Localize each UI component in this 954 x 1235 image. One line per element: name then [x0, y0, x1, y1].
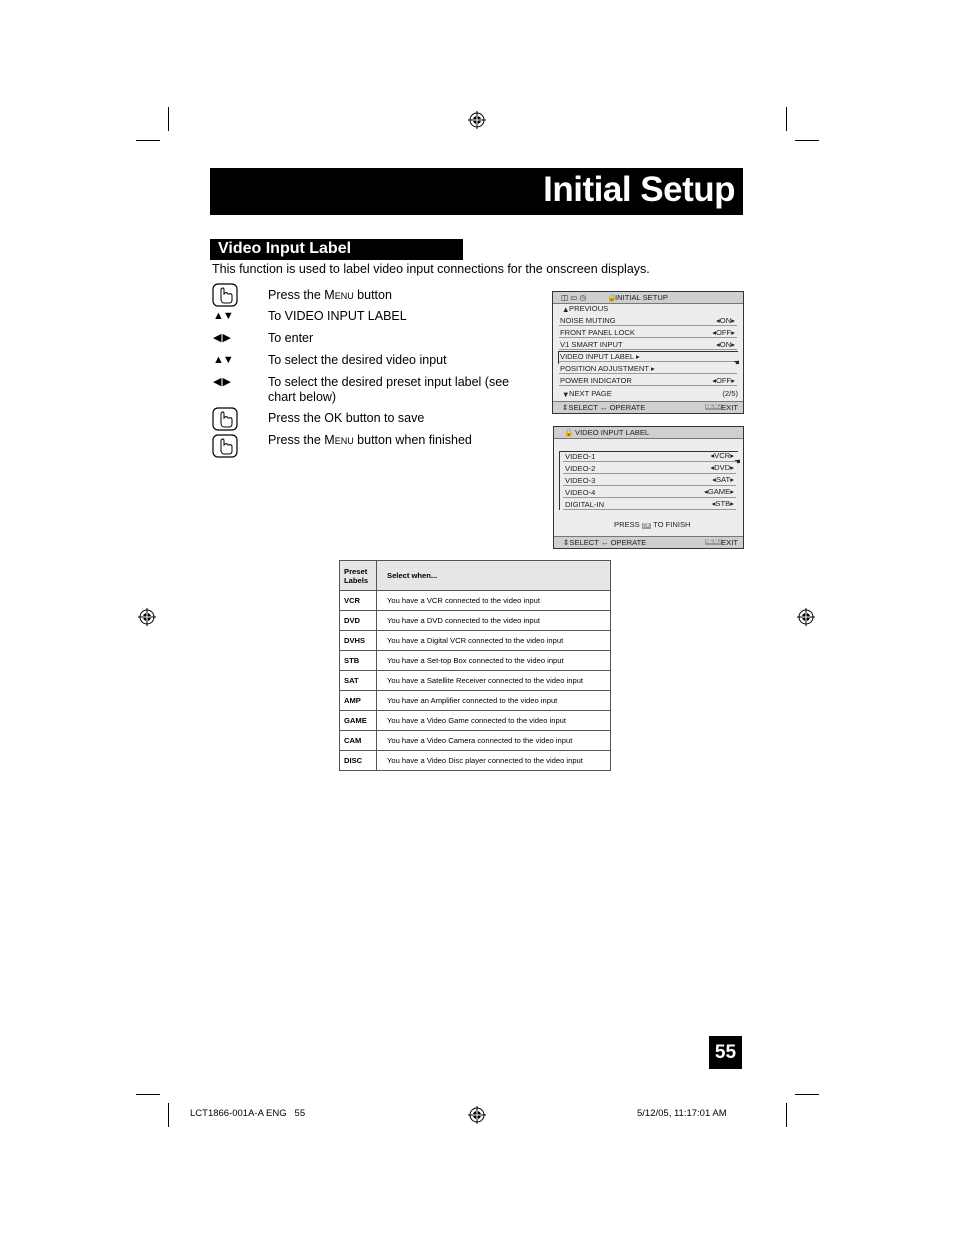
osd-label-row[interactable]: VIDEO-1 ◂VCR▸	[565, 451, 734, 461]
column-header-preset-labels: Preset Labels	[340, 561, 377, 591]
osd-footer: ⇕SELECT ↔ OPERATE MENU EXIT	[554, 536, 743, 548]
footer-document-id: LCT1866-001A-A ENG 55	[190, 1108, 306, 1119]
osd-next-page[interactable]: NEXT PAGE	[569, 389, 612, 398]
pointer-hand-icon: ☚	[733, 358, 740, 367]
remote-button-icon	[212, 434, 238, 458]
registration-mark-icon	[468, 1106, 486, 1124]
up-down-arrows-icon: ▲▼	[213, 310, 233, 322]
table-header-row	[340, 561, 611, 591]
up-arrow-icon: ▲	[562, 305, 570, 314]
remote-button-icon	[212, 407, 238, 431]
osd-header	[554, 427, 743, 439]
up-down-arrows-icon: ▲▼	[213, 354, 233, 366]
section-title: Video Input Label	[218, 240, 352, 257]
crop-mark	[795, 140, 819, 141]
osd-initial-setup-screen	[552, 291, 744, 414]
table-row: CAM You have a Video Camera connected to the video input	[340, 731, 611, 751]
osd-footer: ⇕SELECT ↔ OPERATE MENU EXIT	[553, 401, 743, 413]
up-down-icon: ⇕	[562, 403, 569, 412]
down-arrow-icon: ▼	[562, 390, 570, 399]
osd-press-to-finish: PRESS OK TO FINISH	[614, 520, 691, 529]
registration-mark-icon	[468, 111, 486, 129]
remote-button-icon	[212, 283, 238, 307]
left-right-arrows-icon: ◀ ▶	[213, 332, 230, 344]
column-header-select-when: Select when...	[377, 561, 611, 591]
step-3-text: To enter	[268, 331, 314, 345]
lock-icon: 🔒	[607, 293, 617, 302]
crop-mark	[136, 1094, 160, 1095]
pointer-hand-icon: ☚	[734, 457, 741, 466]
ok-key-icon: OK	[642, 523, 651, 529]
osd-label-row[interactable]: VIDEO-3 ◂SAT▸	[565, 475, 734, 485]
table-row: GAME You have a Video Game connected to the video input	[340, 711, 611, 731]
table-row: DVD You have a DVD connected to the video input	[340, 611, 611, 631]
osd-label-row[interactable]: VIDEO-2 ◂DVD▸	[565, 463, 734, 473]
crop-mark	[786, 107, 787, 131]
registration-mark-icon	[797, 608, 815, 626]
table-row: DVHS You have a Digital VCR connected to the video input	[340, 631, 611, 651]
up-down-icon: ⇕	[563, 538, 570, 547]
page-title: Initial Setup	[543, 170, 735, 209]
osd-label-row[interactable]: VIDEO-4 ◂GAME▸	[565, 487, 734, 497]
osd-previous[interactable]: PREVIOUS	[569, 304, 609, 313]
osd-menu-row[interactable]: V1 SMART INPUT ◂ON▸	[560, 340, 735, 349]
step-2-text: To VIDEO INPUT LABEL	[268, 309, 407, 323]
osd-menu-row[interactable]: FRONT PANEL LOCK ◂OFF▸	[560, 328, 735, 337]
crop-mark	[168, 107, 169, 131]
left-right-arrows-icon: ◀ ▶	[213, 376, 230, 388]
preset-labels-table	[339, 560, 611, 771]
page-title-banner	[210, 168, 743, 215]
osd-menu-row[interactable]: POSITION ADJUSTMENT ▸	[559, 363, 737, 374]
crop-mark	[168, 1103, 169, 1127]
crop-mark	[786, 1103, 787, 1127]
osd-title: INITIAL SETUP	[615, 293, 668, 302]
osd-menu-row[interactable]: NOISE MUTING ◂ON▸	[560, 316, 735, 325]
step-1-text: Press the Menu button	[268, 288, 392, 302]
registration-mark-icon	[138, 608, 156, 626]
step-4-text: To select the desired video input	[268, 353, 447, 367]
table-row: STB You have a Set-top Box connected to the video input	[340, 651, 611, 671]
menu-key-icon: MENU	[706, 404, 721, 410]
table-row: DISC You have a Video Disc player connected to the video input	[340, 751, 611, 771]
osd-label-row[interactable]: DIGITAL-IN ◂STB▸	[565, 499, 734, 509]
left-right-icon: ↔	[599, 403, 608, 412]
osd-page-indicator: (2/5)	[722, 389, 738, 398]
table-row: VCR You have a VCR connected to the video input	[340, 591, 611, 611]
table-row: AMP You have an Amplifier connected to the video input	[340, 691, 611, 711]
menu-tab-icons: ◫ ▭ ◷	[561, 293, 587, 302]
osd-menu-row-selected[interactable]: VIDEO INPUT LABEL ▸	[559, 351, 737, 362]
section-intro: This function is used to label video input connections for the onscreen displays.	[212, 262, 650, 276]
lock-icon: 🔒	[564, 428, 574, 437]
osd-title: VIDEO INPUT LABEL	[575, 428, 650, 437]
page-number: 55	[709, 1036, 742, 1069]
menu-key-icon: MENU	[706, 539, 721, 545]
osd-header	[553, 292, 743, 304]
osd-video-input-label-screen	[553, 426, 744, 549]
footer-timestamp: 5/12/05, 11:17:01 AM	[637, 1108, 727, 1119]
table-row: SAT You have a Satellite Receiver connected to the video input	[340, 671, 611, 691]
left-right-icon: ↔	[600, 538, 609, 547]
crop-mark	[136, 140, 160, 141]
section-heading-bar	[210, 239, 463, 260]
osd-menu-row[interactable]: POWER INDICATOR ◂OFF▸	[560, 376, 735, 385]
step-7-text: Press the Menu button when finished	[268, 433, 472, 447]
crop-mark	[795, 1094, 819, 1095]
step-5-text: To select the desired preset input label (see chart below)	[268, 375, 510, 404]
step-6-text: Press the OK button to save	[268, 411, 425, 425]
